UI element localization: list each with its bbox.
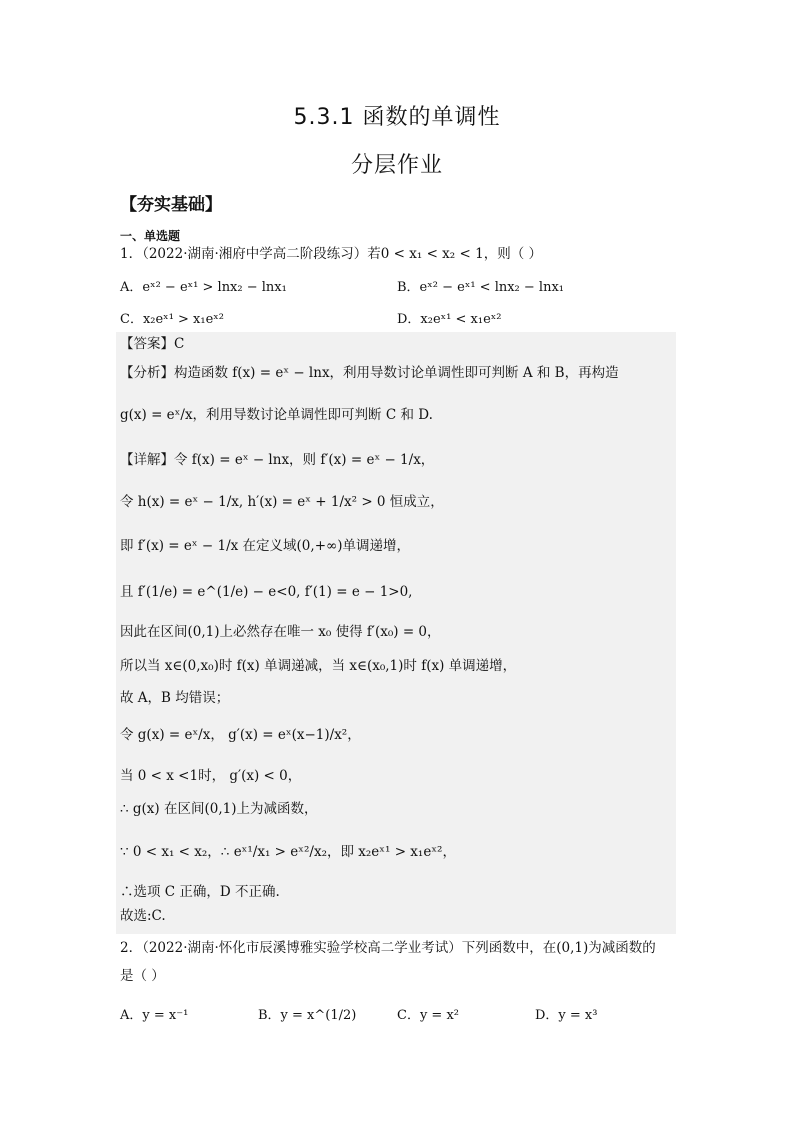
detail-line-12: ∴选项 C 正确，D 不正确. <box>120 884 280 900</box>
q1-option-c: C．x₂eˣ¹ > x₁eˣ² <box>120 312 225 327</box>
page-title: 5.3.1 函数的单调性 <box>293 105 501 130</box>
q1-option-a: A．eˣ² − eˣ¹ > lnx₂ − lnx₁ <box>120 280 287 295</box>
detail-line-10: ∴ g(x) 在区间(0,1)上为减函数， <box>120 801 318 817</box>
detail-line-11: ∵ 0 < x₁ < x₂，∴ eˣ¹/x₁ > eˣ²/x₂，即 x₂eˣ¹ > x₁eˣ²， <box>120 844 456 860</box>
detail-line-5: 因此在区间(0,1)上必然存在唯一 x₀ 使得 f′(x₀) = 0， <box>120 624 441 640</box>
answer-line: 【答案】C <box>120 336 185 352</box>
section-heading: 【夯实基础】 <box>120 195 222 215</box>
detail-line-8: 令 g(x) = eˣ/x， g′(x) = eˣ(x−1)/x²， <box>120 727 361 743</box>
page-subtitle: 分层作业 <box>350 153 443 178</box>
q2-option-c: C．y = x² <box>397 1008 459 1023</box>
detail-line-3: 即 f′(x) = eˣ − 1/x 在定义域(0,+∞)单调递增， <box>120 538 411 554</box>
detail-line-1: 【详解】令 f(x) = eˣ − lnx，则 f′(x) = eˣ − 1/x， <box>120 452 435 468</box>
q2-option-d: D．y = x³ <box>535 1008 598 1023</box>
q2-stem-line-1: 2．（2022·湖南·怀化市辰溪博雅实验学校高二学业考试）下列函数中，在(0,1)为减函数的 <box>120 940 656 956</box>
q1-stem: 1．（2022·湖南·湘府中学高二阶段练习）若0 < x₁ < x₂ < 1，则（ ） <box>120 246 542 262</box>
q2-stem-line-2: 是（ ） <box>120 968 165 984</box>
q2-option-b: B．y = x^(1/2) <box>258 1008 357 1023</box>
q1-option-b: B．eˣ² − eˣ¹ < lnx₂ − lnx₁ <box>397 280 565 295</box>
q2-option-a: A．y = x⁻¹ <box>120 1008 189 1023</box>
detail-line-4: 且 f′(1/e) = e^(1/e) − e<0, f′(1) = e − 1>0, <box>120 584 413 600</box>
detail-line-13: 故选:C. <box>120 908 166 924</box>
analysis-line-1: 【分析】构造函数 f(x) = eˣ − lnx，利用导数讨论单调性即可判断 A 和 B，再构造 <box>120 365 619 381</box>
detail-line-2: 令 h(x) = eˣ − 1/x, h′(x) = eˣ + 1/x² > 0 恒成立， <box>120 494 444 510</box>
q1-option-d: D．x₂eˣ¹ < x₁eˣ² <box>397 312 502 327</box>
part-heading: 一、单选题 <box>120 229 181 243</box>
detail-line-7: 故 A，B 均错误； <box>120 690 230 706</box>
detail-line-6: 所以当 x∈(0,x₀)时 f(x) 单调递减，当 x∈(x₀,1)时 f(x) 单调递增， <box>120 658 517 674</box>
analysis-line-2: g(x) = eˣ/x，利用导数讨论单调性即可判断 C 和 D. <box>120 407 433 423</box>
detail-line-9: 当 0 < x <1时， g′(x) < 0， <box>120 768 302 784</box>
